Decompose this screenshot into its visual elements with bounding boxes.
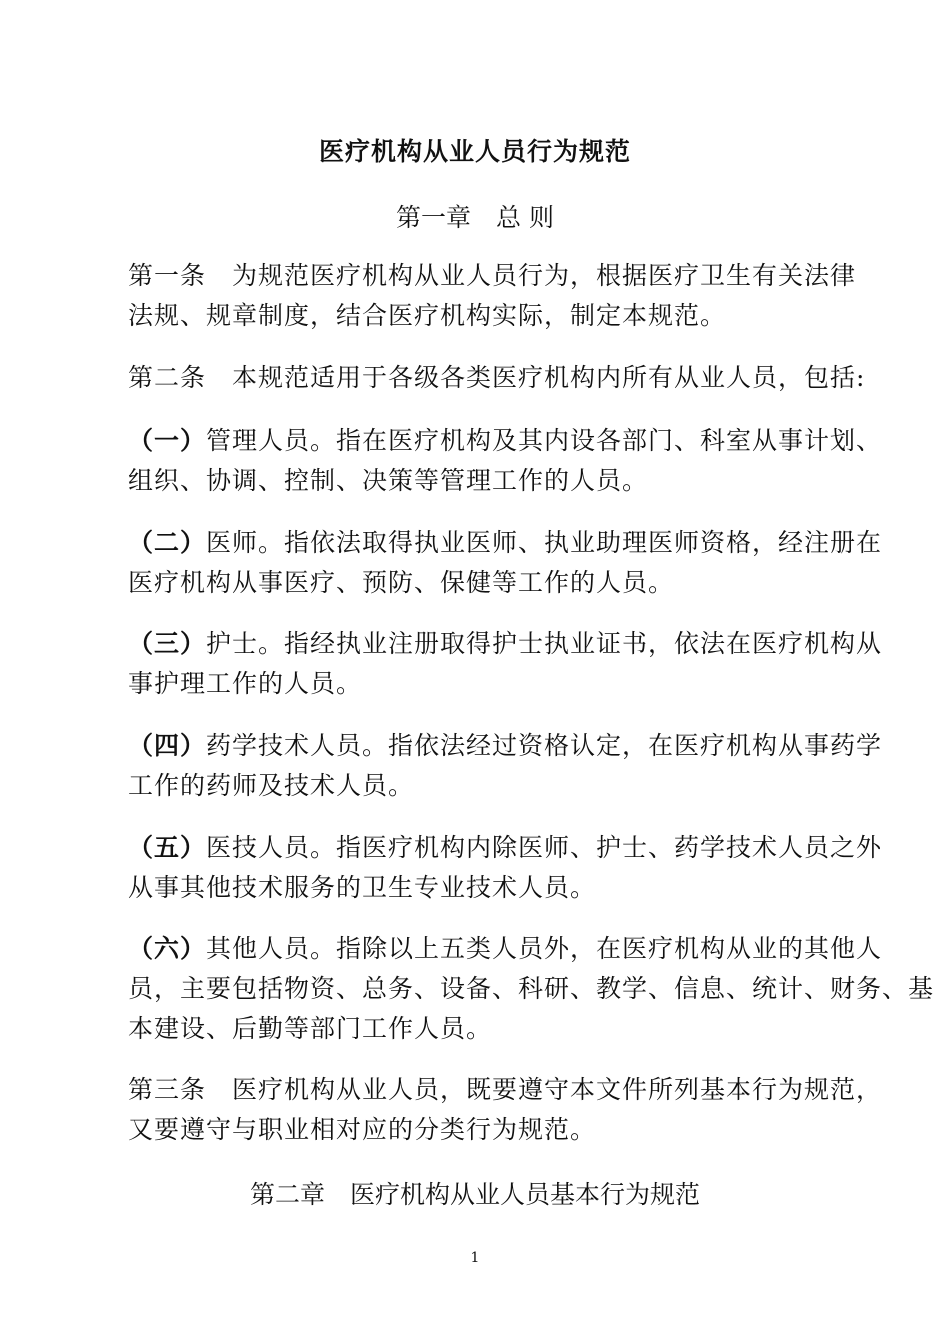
article-1-text-1: 为规范医疗机构从业人员行为，根据医疗卫生有关法律 — [232, 261, 857, 290]
list-item-4 — [128, 726, 883, 806]
article-3-label: 第三条 — [128, 1075, 207, 1104]
article-2 — [128, 358, 866, 398]
article-1-line-1 — [128, 256, 857, 296]
chapter-2-heading: 第二章 医疗机构从业人员基本行为规范 — [249, 1180, 700, 1209]
article-3 — [128, 1070, 883, 1150]
item-4-number: （四） — [128, 731, 207, 760]
item-3-text-1: 护士。指经执业注册取得护士执业证书，依法在医疗机构从 — [206, 629, 883, 658]
item-6-number: （六） — [128, 934, 207, 963]
item-5-number: （五） — [128, 833, 207, 862]
article-3-text-1: 医疗机构从业人员，既要遵守本文件所列基本行为规范， — [232, 1075, 883, 1104]
document-title: 医疗机构从业人员行为规范 — [318, 137, 631, 166]
item-4-text-2: 工作的药师及技术人员。 — [128, 771, 415, 800]
article-2-label: 第二条 — [128, 363, 207, 392]
list-item-5 — [128, 828, 883, 908]
item-5-text-2: 从事其他技术服务的卫生专业技术人员。 — [128, 873, 597, 902]
article-2-text-1: 本规范适用于各级各类医疗机构内所有从业人员，包括: — [232, 363, 866, 392]
article-1 — [128, 256, 857, 336]
article-1-line-2: 法规、规章制度，结合医疗机构实际，制定本规范。 — [128, 301, 727, 330]
article-1-label: 第一条 — [128, 261, 207, 290]
item-1-text-2: 组织、协调、控制、决策等管理工作的人员。 — [128, 466, 649, 495]
article-2-line-1 — [128, 358, 866, 398]
item-3-text-2: 事护理工作的人员。 — [128, 669, 363, 698]
item-6-text-2: 员，主要包括物资、总务、设备、科研、教学、信息、统计、财务、基 — [128, 974, 935, 1003]
item-6-text-3: 本建设、后勤等部门工作人员。 — [128, 1014, 493, 1043]
item-2-text-2: 医疗机构从事医疗、预防、保健等工作的人员。 — [128, 568, 675, 597]
item-3-number: （三） — [128, 629, 207, 658]
item-2-number: （二） — [128, 528, 207, 557]
item-2-text-1: 医师。指依法取得执业医师、执业助理医师资格，经注册在 — [206, 528, 883, 557]
item-1-number: （一） — [128, 426, 207, 455]
item-4-text-1: 药学技术人员。指依法经过资格认定，在医疗机构从事药学 — [206, 731, 883, 760]
item-1-text-1: 管理人员。指在医疗机构及其内设各部门、科室从事计划、 — [206, 426, 883, 455]
list-item-1 — [128, 421, 883, 501]
list-item-3 — [128, 624, 883, 704]
list-item-6 — [128, 929, 935, 1049]
article-3-text-2: 又要遵守与职业相对应的分类行为规范。 — [128, 1115, 597, 1144]
item-5-text-1: 医技人员。指医疗机构内除医师、护士、药学技术人员之外 — [206, 833, 883, 862]
list-item-2 — [128, 523, 883, 603]
item-6-text-1: 其他人员。指除以上五类人员外，在医疗机构从业的其他人 — [206, 934, 883, 963]
chapter-1-heading: 第一章 总 则 — [396, 203, 554, 232]
page-number: 1 — [470, 1250, 480, 1266]
